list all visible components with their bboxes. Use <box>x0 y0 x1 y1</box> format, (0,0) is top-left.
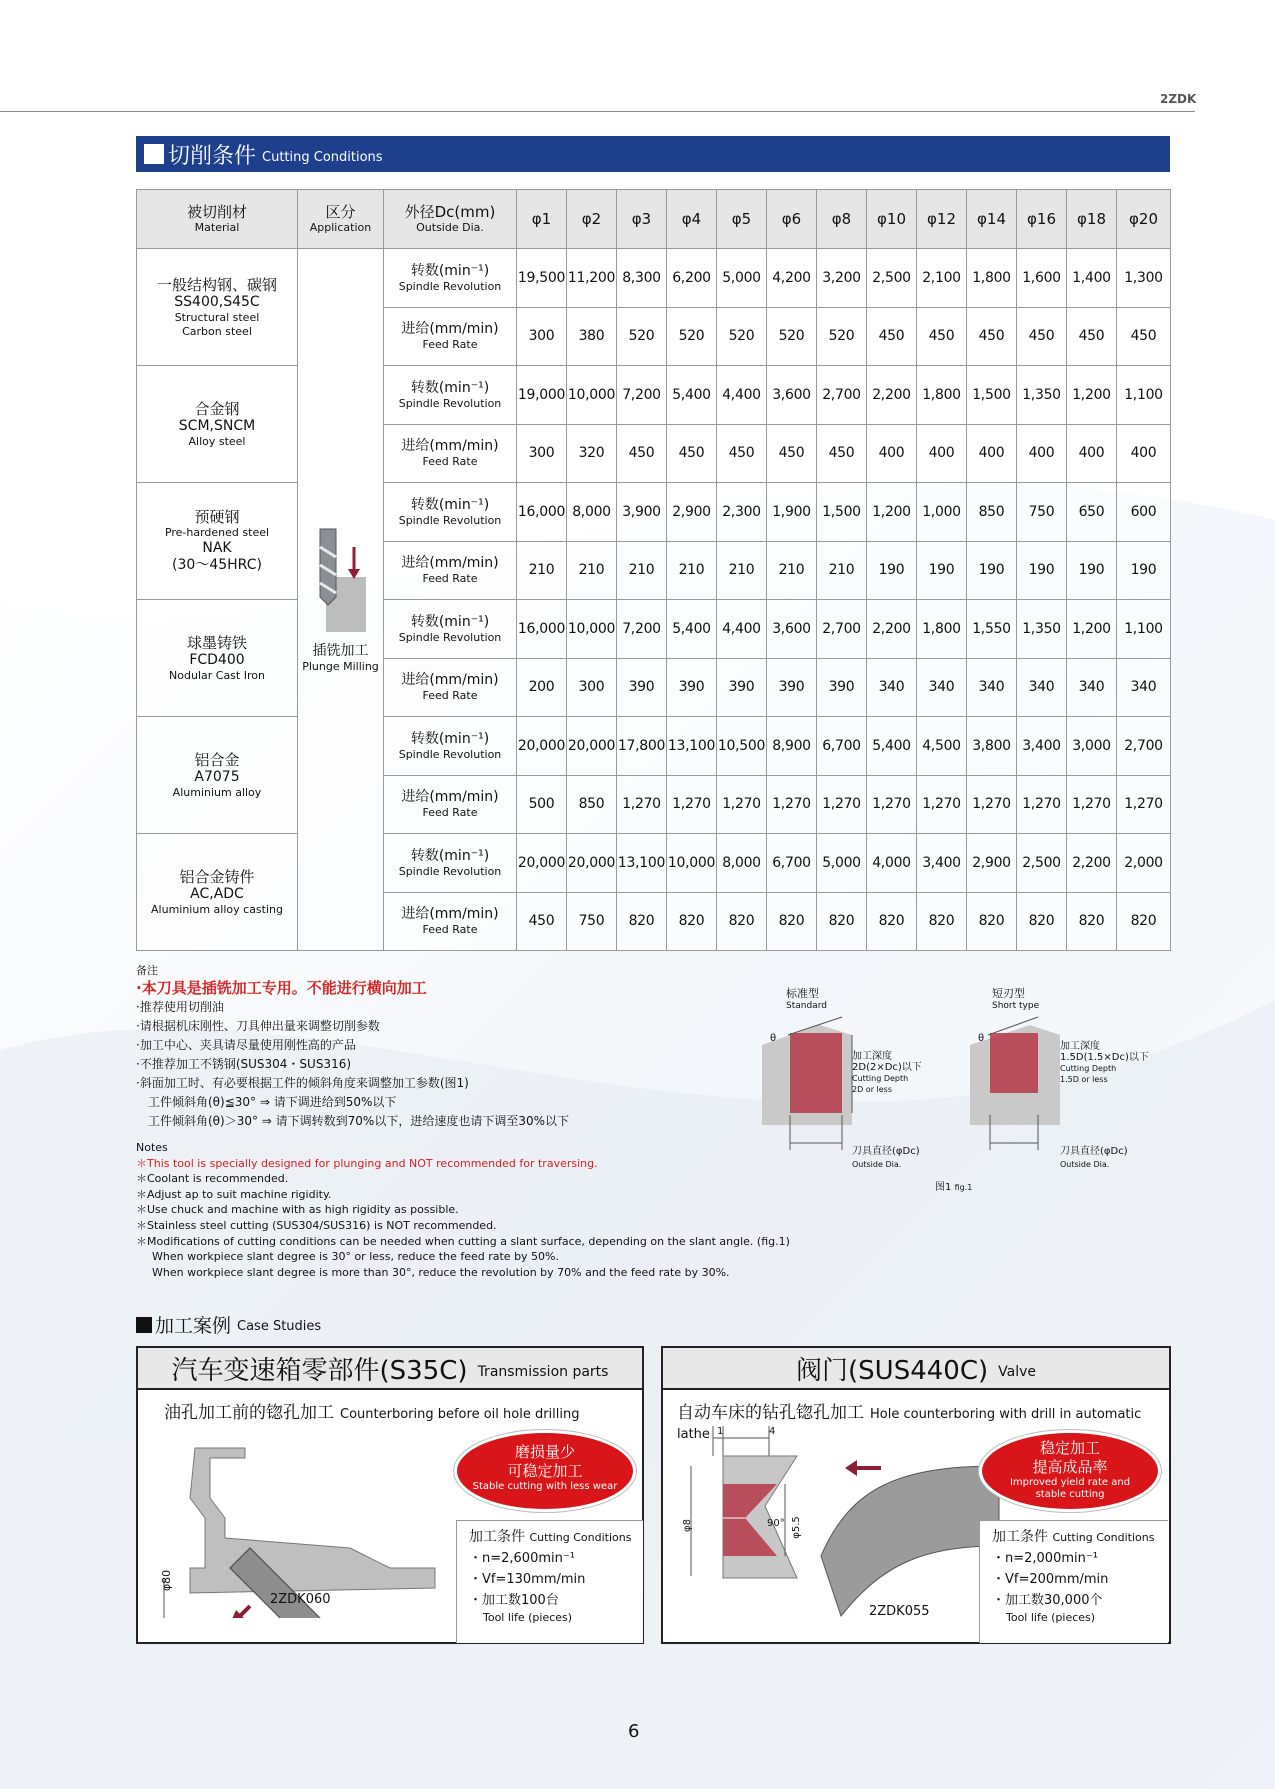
note-en-line: When workpiece slant degree is 30° or less, reduce the feed rate by 50%. <box>152 1250 560 1264</box>
rev-value-cell: 8,000 <box>567 483 617 542</box>
rev-value-cell: 850 <box>967 483 1017 542</box>
application-cell: 插铣加工 Plunge Milling <box>298 249 384 951</box>
application-header: 区分 Application <box>298 190 384 249</box>
feed-value-cell: 390 <box>617 658 667 717</box>
feed-value-cell: 820 <box>967 892 1017 951</box>
feed-value-cell: 1,270 <box>917 775 967 834</box>
feed-value-cell: 300 <box>567 658 617 717</box>
rev-value-cell: 1,500 <box>817 483 867 542</box>
rev-value-cell: 5,400 <box>667 366 717 425</box>
feed-value-cell: 400 <box>867 424 917 483</box>
fig-dia-standard: 刀具直径(φDc) Outside Dia. <box>852 1146 920 1169</box>
feed-value-cell: 820 <box>1067 892 1117 951</box>
feed-value-cell: 400 <box>1017 424 1067 483</box>
square-bullet-icon <box>136 1317 152 1333</box>
case2-subtitle: 自动车床的钻孔锪孔加工 Hole counterboring with drill in automatic lathe <box>677 1403 1142 1442</box>
fig-dia-short: 刀具直径(φDc) Outside Dia. <box>1060 1146 1128 1169</box>
rev-value-cell: 1,100 <box>1117 366 1171 425</box>
feed-value-cell: 320 <box>567 424 617 483</box>
rev-value-cell: 4,500 <box>917 717 967 776</box>
dia-col: φ4 <box>667 190 717 249</box>
feed-value-cell: 400 <box>917 424 967 483</box>
rev-value-cell: 5,400 <box>867 717 917 776</box>
cutting-conditions-title: 切削条件 <box>168 143 257 169</box>
feed-value-cell: 820 <box>917 892 967 951</box>
notes-en-title: Notes <box>136 1141 168 1154</box>
rev-value-cell: 1,200 <box>867 483 917 542</box>
rev-value-cell: 10,500 <box>717 717 767 776</box>
rev-value-cell: 3,200 <box>817 249 867 308</box>
rev-value-cell: 1,200 <box>1067 366 1117 425</box>
spindle-revolution-label: 转数(min⁻¹) Spindle Revolution <box>384 834 517 893</box>
rev-value-cell: 2,700 <box>817 366 867 425</box>
note-line: ·推荐使用切削油 <box>136 1000 224 1014</box>
rev-value-cell: 20,000 <box>567 717 617 776</box>
feed-value-cell: 1,270 <box>667 775 717 834</box>
feed-value-cell: 400 <box>1117 424 1171 483</box>
feed-value-cell: 1,270 <box>817 775 867 834</box>
feed-value-cell: 190 <box>1117 541 1171 600</box>
figure-1 <box>760 985 1180 1195</box>
rev-value-cell: 650 <box>1067 483 1117 542</box>
rev-value-cell: 6,700 <box>767 834 817 893</box>
header-rule <box>0 111 1195 112</box>
rev-value-cell: 17,800 <box>617 717 667 776</box>
rev-value-cell: 5,400 <box>667 600 717 659</box>
feed-value-cell: 820 <box>867 892 917 951</box>
feed-value-cell: 1,270 <box>1117 775 1171 834</box>
feed-value-cell: 400 <box>967 424 1017 483</box>
case-study-valve <box>661 1346 1171 1644</box>
material-cell: 一般结构钢、碳钢 SS400,S45C Structural steel Carbon steel <box>137 249 298 366</box>
fig-depth-short: 加工深度 1.5D(1.5×Dc)以下 Cutting Depth 1.5D or less <box>1060 1041 1149 1084</box>
case1-dim: φ80 <box>160 1569 174 1592</box>
note-line: ·请根据机床刚性、刀具伸出量来调整切削参数 <box>136 1019 380 1033</box>
case-studies-title <box>136 1311 321 1338</box>
feed-value-cell: 210 <box>517 541 567 600</box>
feed-value-cell: 1,270 <box>867 775 917 834</box>
rev-value-cell: 2,300 <box>717 483 767 542</box>
rev-value-cell: 1,000 <box>917 483 967 542</box>
rev-value-cell: 1,800 <box>917 366 967 425</box>
case1-title-en: Transmission parts <box>477 1364 609 1380</box>
feed-value-cell: 820 <box>667 892 717 951</box>
case-studies-title-zh: 加工案例 <box>155 1315 232 1337</box>
feed-value-cell: 210 <box>617 541 667 600</box>
transmission-part-drawing <box>150 1428 440 1618</box>
rev-value-cell: 1,600 <box>1017 249 1067 308</box>
dia-col: φ16 <box>1017 190 1067 249</box>
rev-value-cell: 1,350 <box>1017 600 1067 659</box>
rev-value-cell: 2,200 <box>867 366 917 425</box>
case1-tool: 2ZDK060 <box>270 1592 331 1607</box>
rev-value-cell: 10,000 <box>667 834 717 893</box>
table-row <box>137 483 1171 542</box>
feed-value-cell: 1,270 <box>767 775 817 834</box>
feed-value-cell: 500 <box>517 775 567 834</box>
notes-english <box>136 1140 790 1280</box>
note-en-line: ＊Coolant is recommended. <box>136 1172 289 1186</box>
dia-col: φ3 <box>617 190 667 249</box>
case1-subtitle: 油孔加工前的锪孔加工 Counterboring before oil hole drilling <box>164 1403 580 1423</box>
case2-dim-4: 4 <box>769 1426 776 1437</box>
rev-value-cell: 13,100 <box>667 717 717 776</box>
cutting-conditions-table <box>136 189 1171 951</box>
note-en-line: When workpiece slant degree is more than 30°, reduce the revolution by 70% and the feed rate by 30%. <box>152 1265 730 1279</box>
dia-col: φ6 <box>767 190 817 249</box>
rev-value-cell: 16,000 <box>517 600 567 659</box>
rev-value-cell: 3,600 <box>767 366 817 425</box>
dia-col: φ12 <box>917 190 967 249</box>
feed-value-cell: 210 <box>817 541 867 600</box>
page-number: 6 <box>628 1721 640 1742</box>
feed-value-cell: 520 <box>667 307 717 366</box>
feed-value-cell: 450 <box>817 424 867 483</box>
material-header: 被切削材 Material <box>137 190 298 249</box>
feed-value-cell: 300 <box>517 307 567 366</box>
feed-value-cell: 210 <box>717 541 767 600</box>
feed-value-cell: 450 <box>767 424 817 483</box>
material-cell: 铝合金铸件 AC,ADC Aluminium alloy casting <box>137 834 298 951</box>
feed-value-cell: 820 <box>767 892 817 951</box>
rev-value-cell: 6,700 <box>817 717 867 776</box>
material-cell: 合金钢 SCM,SNCM Alloy steel <box>137 366 298 483</box>
spindle-revolution-label: 转数(min⁻¹) Spindle Revolution <box>384 717 517 776</box>
feed-value-cell: 390 <box>767 658 817 717</box>
feed-value-cell: 450 <box>1017 307 1067 366</box>
rev-value-cell: 2,700 <box>817 600 867 659</box>
feed-value-cell: 340 <box>917 658 967 717</box>
rev-value-cell: 2,500 <box>867 249 917 308</box>
dia-col: φ20 <box>1117 190 1171 249</box>
rev-value-cell: 3,000 <box>1067 717 1117 776</box>
table-row <box>137 600 1171 659</box>
feed-value-cell: 520 <box>767 307 817 366</box>
rev-value-cell: 2,100 <box>917 249 967 308</box>
case2-badge: 稳定加工 提高成品率 Improved yield rate and stable cutting <box>979 1430 1161 1512</box>
fig-theta-short: θ <box>978 1033 985 1044</box>
feed-rate-label: 进给(mm/min) Feed Rate <box>384 424 517 483</box>
note-en-line: ＊Modifications of cutting conditions can be needed when cutting a slant surface, depending on the slant angle. (fig.1) <box>136 1234 790 1248</box>
feed-value-cell: 210 <box>667 541 717 600</box>
feed-value-cell: 820 <box>717 892 767 951</box>
feed-value-cell: 390 <box>817 658 867 717</box>
rev-value-cell: 10,000 <box>567 366 617 425</box>
feed-value-cell: 1,270 <box>717 775 767 834</box>
rev-value-cell: 4,000 <box>867 834 917 893</box>
feed-value-cell: 190 <box>1017 541 1067 600</box>
cutting-conditions-title-en: Cutting Conditions <box>262 149 383 165</box>
rev-value-cell: 10,000 <box>567 600 617 659</box>
feed-value-cell: 210 <box>567 541 617 600</box>
rev-value-cell: 4,400 <box>717 366 767 425</box>
material-cell: 预硬钢 Pre-hardened steel NAK (30～45HRC) <box>137 483 298 600</box>
case2-conditions: 加工条件 Cutting Conditions ・n=2,000min⁻¹ ・Vf=200mm/min ・加工数30,000个 Tool life (pieces) <box>979 1520 1168 1643</box>
dia-col: φ2 <box>567 190 617 249</box>
rev-value-cell: 3,400 <box>917 834 967 893</box>
rev-value-cell: 2,200 <box>1067 834 1117 893</box>
rev-value-cell: 3,400 <box>1017 717 1067 776</box>
rev-value-cell: 1,800 <box>967 249 1017 308</box>
note-en-line: ＊Use chuck and machine with as high rigidity as possible. <box>136 1203 459 1217</box>
rev-value-cell: 3,900 <box>617 483 667 542</box>
case2-title: 阀门(SUS440C) <box>796 1355 989 1386</box>
feed-value-cell: 400 <box>1067 424 1117 483</box>
feed-value-cell: 820 <box>1017 892 1067 951</box>
note-line: 工件倾斜角(θ)≦30° ⇒ 请下调进给到50%以下 <box>148 1095 397 1109</box>
feed-rate-label: 进给(mm/min) Feed Rate <box>384 892 517 951</box>
rev-value-cell: 1,550 <box>967 600 1017 659</box>
feed-value-cell: 210 <box>767 541 817 600</box>
fig-short-label-zh: 短刃型 <box>992 987 1025 1000</box>
catalog-code: 2ZDK <box>1160 92 1197 106</box>
feed-value-cell: 850 <box>567 775 617 834</box>
spindle-revolution-label: 转数(min⁻¹) Spindle Revolution <box>384 600 517 659</box>
note-line: 工件倾斜角(θ)＞30° ⇒ 请下调转数到70%以下，进给速度也请下调至30%以下 <box>148 1114 570 1128</box>
feed-value-cell: 450 <box>667 424 717 483</box>
feed-value-cell: 1,270 <box>1017 775 1067 834</box>
case2-title-en: Valve <box>998 1364 1036 1380</box>
feed-value-cell: 1,270 <box>617 775 667 834</box>
case-study-transmission <box>136 1346 644 1644</box>
fig-depth-standard: 加工深度 2D(2×Dc)以下 Cutting Depth 2D or less <box>852 1051 922 1094</box>
feed-value-cell: 190 <box>867 541 917 600</box>
note-line: ·加工中心、夹具请尽量使用刚性高的产品 <box>136 1038 356 1052</box>
fig-standard-label-en: Standard <box>786 1001 827 1011</box>
feed-value-cell: 190 <box>917 541 967 600</box>
note-line: ·斜面加工时、有必要根据工件的倾斜角度来调整加工参数(图1) <box>136 1076 469 1090</box>
spindle-revolution-label: 转数(min⁻¹) Spindle Revolution <box>384 249 517 308</box>
rev-value-cell: 20,000 <box>567 834 617 893</box>
case1-badge: 磨损量少 可稳定加工 Stable cutting with less wear <box>454 1430 636 1512</box>
fig-standard-label-zh: 标准型 <box>786 987 819 1000</box>
case2-titlebar <box>663 1348 1169 1390</box>
rev-value-cell: 1,200 <box>1067 600 1117 659</box>
feed-value-cell: 200 <box>517 658 567 717</box>
feed-value-cell: 1,270 <box>1067 775 1117 834</box>
fig-theta-standard: θ <box>770 1033 777 1044</box>
feed-rate-label: 进给(mm/min) Feed Rate <box>384 541 517 600</box>
spindle-revolution-label: 转数(min⁻¹) Spindle Revolution <box>384 483 517 542</box>
slant-cutting-diagram <box>760 1015 1180 1155</box>
note-en-line: ＊Stainless steel cutting (SUS304/SUS316) is NOT recommended. <box>136 1218 497 1232</box>
cutting-conditions-banner <box>136 136 1170 172</box>
rev-value-cell: 4,400 <box>717 600 767 659</box>
rev-value-cell: 1,400 <box>1067 249 1117 308</box>
feed-value-cell: 450 <box>867 307 917 366</box>
case2-tool: 2ZDK055 <box>869 1604 930 1619</box>
case1-conditions: 加工条件 Cutting Conditions ・n=2,600min⁻¹ ・Vf=130mm/min ・加工数100台 Tool life (pieces) <box>456 1520 643 1643</box>
feed-value-cell: 340 <box>1117 658 1171 717</box>
feed-value-cell: 190 <box>967 541 1017 600</box>
table-row <box>137 249 1171 308</box>
rev-value-cell: 20,000 <box>517 834 567 893</box>
feed-value-cell: 380 <box>567 307 617 366</box>
rev-value-cell: 1,100 <box>1117 600 1171 659</box>
rev-value-cell: 1,900 <box>767 483 817 542</box>
rev-value-cell: 4,200 <box>767 249 817 308</box>
rev-value-cell: 8,900 <box>767 717 817 776</box>
feed-value-cell: 520 <box>617 307 667 366</box>
rev-value-cell: 20,000 <box>517 717 567 776</box>
dia-col: φ1 <box>517 190 567 249</box>
feed-value-cell: 820 <box>817 892 867 951</box>
rev-value-cell: 750 <box>1017 483 1067 542</box>
rev-value-cell: 2,500 <box>1017 834 1067 893</box>
table-row <box>137 717 1171 776</box>
note-en-line-warning: ＊This tool is specially designed for plunging and NOT recommended for traversing. <box>136 1156 598 1170</box>
rev-value-cell: 3,800 <box>967 717 1017 776</box>
rev-value-cell: 5,000 <box>717 249 767 308</box>
case1-title: 汽车变速箱零部件(S35C) <box>171 1355 468 1386</box>
diameter-header: 外径Dc(mm) Outside Dia. <box>384 190 517 249</box>
table-row <box>137 834 1171 893</box>
feed-value-cell: 820 <box>1117 892 1171 951</box>
feed-value-cell: 450 <box>717 424 767 483</box>
material-cell: 铝合金 A7075 Aluminium alloy <box>137 717 298 834</box>
case2-dim-phi8: φ8 <box>681 1519 693 1532</box>
feed-value-cell: 520 <box>817 307 867 366</box>
rev-value-cell: 600 <box>1117 483 1171 542</box>
feed-value-cell: 450 <box>1067 307 1117 366</box>
feed-value-cell: 450 <box>917 307 967 366</box>
feed-rate-label: 进给(mm/min) Feed Rate <box>384 658 517 717</box>
rev-value-cell: 1,500 <box>967 366 1017 425</box>
dia-col: φ10 <box>867 190 917 249</box>
feed-value-cell: 450 <box>517 892 567 951</box>
rev-value-cell: 16,000 <box>517 483 567 542</box>
square-bullet-icon <box>144 144 164 164</box>
fig-short-label-en: Short type <box>992 1001 1040 1011</box>
feed-value-cell: 340 <box>867 658 917 717</box>
rev-value-cell: 2,900 <box>667 483 717 542</box>
rev-value-cell: 6,200 <box>667 249 717 308</box>
feed-value-cell: 450 <box>967 307 1017 366</box>
dia-col: φ14 <box>967 190 1017 249</box>
notes-chinese <box>136 963 569 1131</box>
rev-value-cell: 7,200 <box>617 600 667 659</box>
rev-value-cell: 8,300 <box>617 249 667 308</box>
dia-col: φ18 <box>1067 190 1117 249</box>
feed-value-cell: 1,270 <box>967 775 1017 834</box>
feed-value-cell: 390 <box>717 658 767 717</box>
table-row <box>137 366 1171 425</box>
rev-value-cell: 2,900 <box>967 834 1017 893</box>
feed-value-cell: 340 <box>1017 658 1067 717</box>
rev-value-cell: 11,200 <box>567 249 617 308</box>
rev-value-cell: 2,200 <box>867 600 917 659</box>
rev-value-cell: 2,700 <box>1117 717 1171 776</box>
notes-title: 备注 <box>136 964 158 977</box>
rev-value-cell: 19,000 <box>517 366 567 425</box>
rev-value-cell: 1,800 <box>917 600 967 659</box>
case-studies-title-en: Case Studies <box>237 1319 322 1334</box>
case1-titlebar <box>138 1348 642 1390</box>
fig-caption: 图1 fig.1 <box>935 1182 973 1193</box>
feed-value-cell: 340 <box>967 658 1017 717</box>
rev-value-cell: 13,100 <box>617 834 667 893</box>
end-mill-plunge-icon <box>306 527 376 637</box>
table-header-row <box>137 190 1171 249</box>
feed-value-cell: 300 <box>517 424 567 483</box>
feed-value-cell: 390 <box>667 658 717 717</box>
material-cell: 球墨铸铁 FCD400 Nodular Cast Iron <box>137 600 298 717</box>
case2-angle: 90° <box>767 1518 785 1529</box>
note-line-warning: ·本刀具是插铣加工专用。不能进行横向加工 <box>136 979 427 997</box>
valve-drawing <box>681 1426 1001 1622</box>
spindle-revolution-label: 转数(min⁻¹) Spindle Revolution <box>384 366 517 425</box>
feed-value-cell: 820 <box>617 892 667 951</box>
case2-dim-phi55: φ5.5 <box>790 1516 802 1539</box>
dia-col: φ5 <box>717 190 767 249</box>
case2-dim-1: 1 <box>717 1426 724 1437</box>
feed-value-cell: 340 <box>1067 658 1117 717</box>
rev-value-cell: 1,300 <box>1117 249 1171 308</box>
note-line: ·不推荐加工不锈钢(SUS304・SUS316) <box>136 1057 352 1071</box>
feed-rate-label: 进给(mm/min) Feed Rate <box>384 307 517 366</box>
feed-value-cell: 750 <box>567 892 617 951</box>
rev-value-cell: 5,000 <box>817 834 867 893</box>
feed-value-cell: 520 <box>717 307 767 366</box>
rev-value-cell: 8,000 <box>717 834 767 893</box>
rev-value-cell: 2,000 <box>1117 834 1171 893</box>
feed-value-cell: 450 <box>617 424 667 483</box>
rev-value-cell: 3,600 <box>767 600 817 659</box>
feed-value-cell: 190 <box>1067 541 1117 600</box>
feed-rate-label: 进给(mm/min) Feed Rate <box>384 775 517 834</box>
rev-value-cell: 7,200 <box>617 366 667 425</box>
rev-value-cell: 1,350 <box>1017 366 1067 425</box>
dia-col: φ8 <box>817 190 867 249</box>
feed-value-cell: 450 <box>1117 307 1171 366</box>
note-en-line: ＊Adjust ap to suit machine rigidity. <box>136 1187 332 1201</box>
rev-value-cell: 19,500 <box>517 249 567 308</box>
